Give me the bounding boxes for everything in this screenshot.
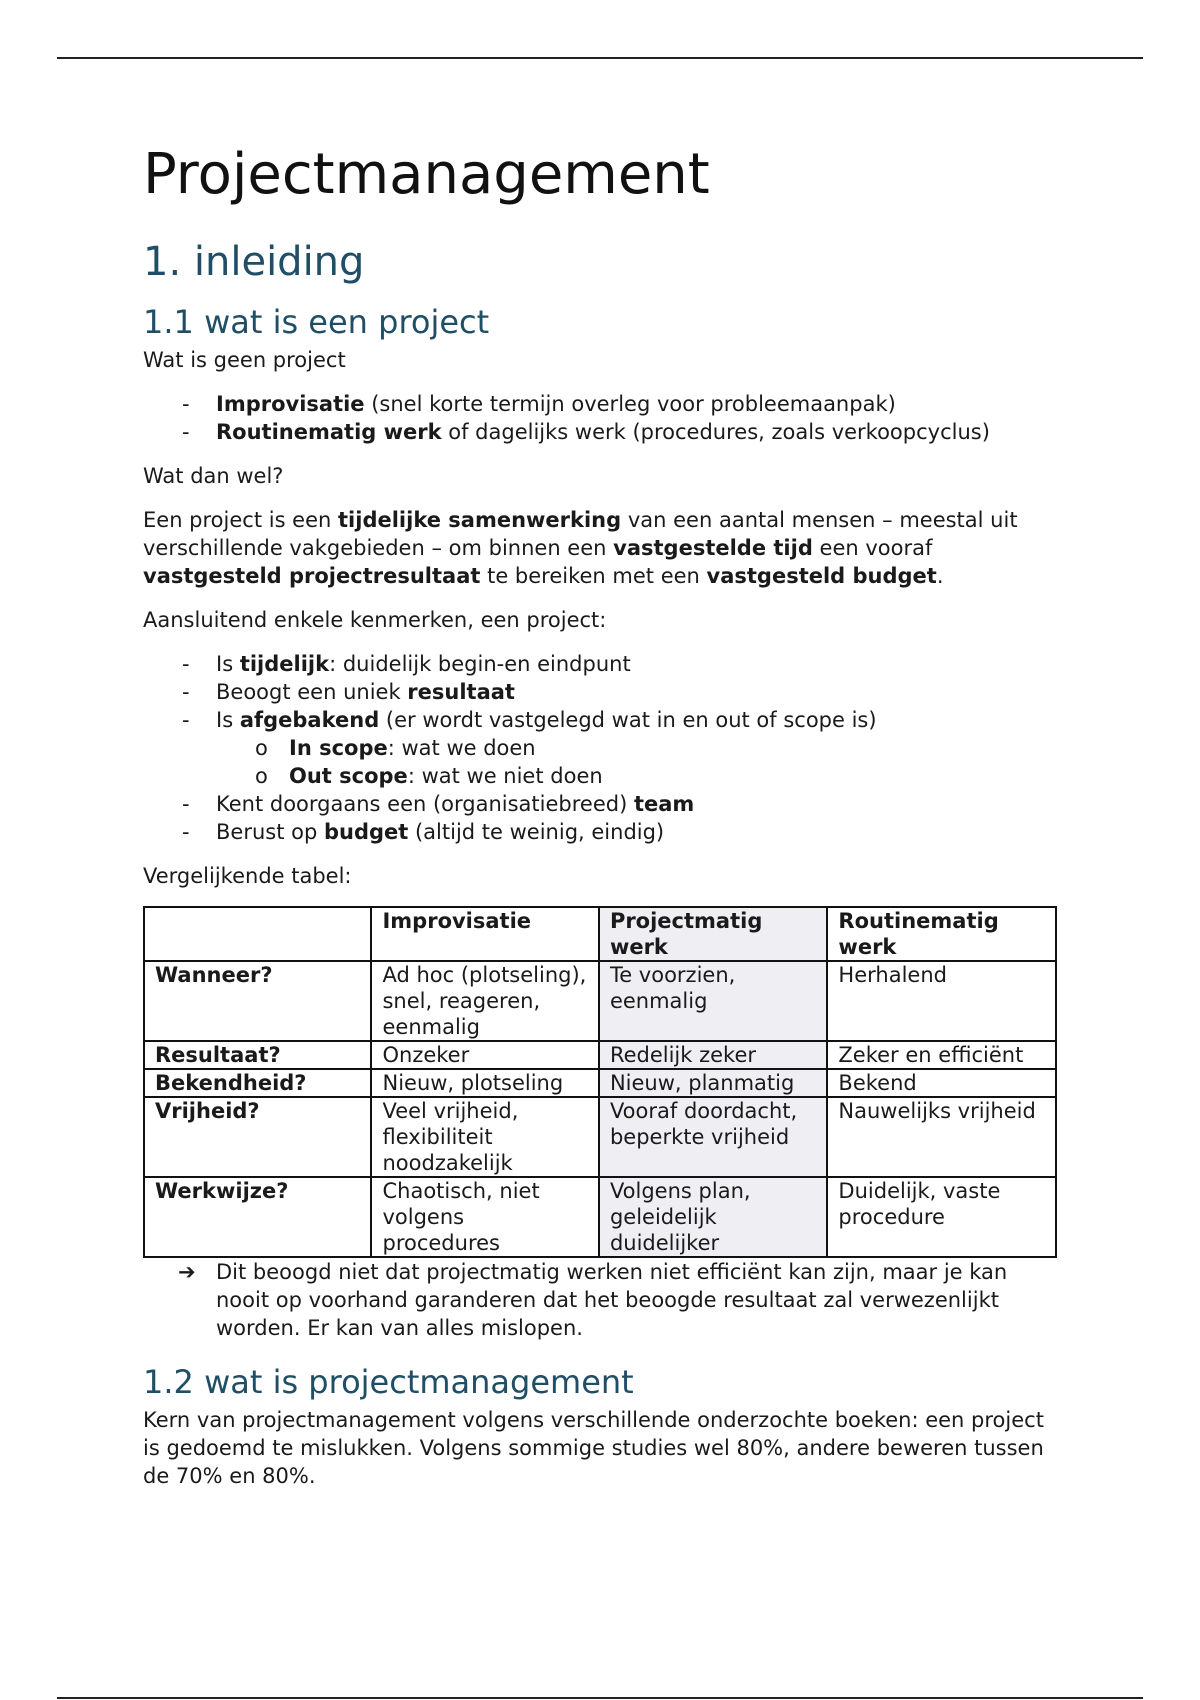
- scope-sublist: [216, 734, 1058, 790]
- paragraph-definition: Een project is een tijdelijke samenwerking van een aantal mensen – meestal uit verschillende vakgebieden – om binnen een vastgestelde tijd een vooraf vastgesteld projectresultaat te bereiken met een vastgesteld budget.: [143, 508, 1018, 588]
- list-item: - Improvisatie (snel korte termijn overleg voor probleemaanpak): [143, 390, 1058, 418]
- list-item: - Is afgebakend (er wordt vastgelegd wat in en out of scope is) o In scope: wat we doen o Out scope: wat we niet doen: [143, 706, 1058, 790]
- arrow-note: [143, 1258, 1058, 1342]
- table-cell: Veel vrijheid, flexibiliteit noodzakelijk: [371, 1097, 598, 1177]
- list-item: - Kent doorgaans een (organisatiebreed) team: [143, 790, 1058, 818]
- table-cell: Redelijk zeker: [599, 1041, 827, 1069]
- top-rule: [57, 57, 1143, 59]
- table-header-row: [144, 907, 1056, 961]
- table-cell: Herhalend: [827, 961, 1056, 1041]
- table-header-cell: Improvisatie: [371, 907, 598, 961]
- heading-inleiding: 1. inleiding: [143, 239, 365, 285]
- table-row-header: Wanneer?: [144, 961, 371, 1041]
- document-body: [143, 130, 1058, 1490]
- table-row-header: Bekendheid?: [144, 1069, 371, 1097]
- not-project-list: [143, 390, 1058, 446]
- table-header-cell: Projectmatig werk: [599, 907, 827, 961]
- table-row-header: Resultaat?: [144, 1041, 371, 1069]
- table-cell: Nieuw, planmatig: [599, 1069, 827, 1097]
- table-row: [144, 1041, 1056, 1069]
- paragraph-kenmerken: Aansluitend enkele kenmerken, een project:: [143, 608, 607, 632]
- comparison-table: [143, 906, 1057, 1258]
- table-row: [144, 1097, 1056, 1177]
- features-list: [143, 650, 1058, 846]
- table-cell: Ad hoc (plotseling), snel, reageren, eenmalig: [371, 961, 598, 1041]
- heading-wat-is-projectmanagement: 1.2 wat is projectmanagement: [143, 1363, 634, 1401]
- table-row-header: Werkwijze?: [144, 1177, 371, 1257]
- table-cell: Nieuw, plotseling: [371, 1069, 598, 1097]
- list-item: - Is tijdelijk: duidelijk begin-en eindpunt: [143, 650, 1058, 678]
- table-header-cell: [144, 907, 371, 961]
- arrow-right-icon: ➔: [178, 1260, 196, 1284]
- arrow-note-text: Dit beoogd niet dat projectmatig werken niet efficiënt kan zijn, maar je kan nooit op voorhand garanderen dat het beoogde resultaat zal verwezenlijkt worden. Er kan van alles mislopen.: [216, 1260, 1008, 1340]
- table-row: [144, 1069, 1056, 1097]
- paragraph-projectmanagement: Kern van projectmanagement volgens verschillende onderzochte boeken: een project is gedoemd te mislukken. Volgens sommige studies wel 80%, andere beweren tussen de 70% en 80%.: [143, 1408, 1044, 1488]
- paragraph-geen-project: Wat is geen project: [143, 348, 346, 372]
- table-cell: Vooraf doordacht, beperkte vrijheid: [599, 1097, 827, 1177]
- list-item: - Routinematig werk of dagelijks werk (procedures, zoals verkoopcyclus): [143, 418, 1058, 446]
- page-title: Projectmanagement: [143, 142, 710, 207]
- table-cell: Bekend: [827, 1069, 1056, 1097]
- list-item: - Berust op budget (altijd te weinig, eindig): [143, 818, 1058, 846]
- heading-wat-is-een-project: 1.1 wat is een project: [143, 303, 490, 341]
- table-row: [144, 961, 1056, 1041]
- table-cell: Zeker en efficiënt: [827, 1041, 1056, 1069]
- list-item: - Beoogt een uniek resultaat: [143, 678, 1058, 706]
- table-row-header: Vrijheid?: [144, 1097, 371, 1177]
- table-cell: Nauwelijks vrijheid: [827, 1097, 1056, 1177]
- table-cell: Chaotisch, niet volgens procedures: [371, 1177, 598, 1257]
- list-item: o Out scope: wat we niet doen: [216, 762, 1058, 790]
- table-row: [144, 1177, 1056, 1257]
- paragraph-wat-dan-wel: Wat dan wel?: [143, 464, 284, 488]
- list-item: o In scope: wat we doen: [216, 734, 1058, 762]
- bottom-rule: [57, 1697, 1143, 1699]
- table-cell: Te voorzien, eenmalig: [599, 961, 827, 1041]
- table-cell: Duidelijk, vaste procedure: [827, 1177, 1056, 1257]
- table-cell: Volgens plan, geleidelijk duidelijker: [599, 1177, 827, 1257]
- table-header-cell: Routinematig werk: [827, 907, 1056, 961]
- table-cell: Onzeker: [371, 1041, 598, 1069]
- paragraph-table-intro: Vergelijkende tabel:: [143, 864, 352, 888]
